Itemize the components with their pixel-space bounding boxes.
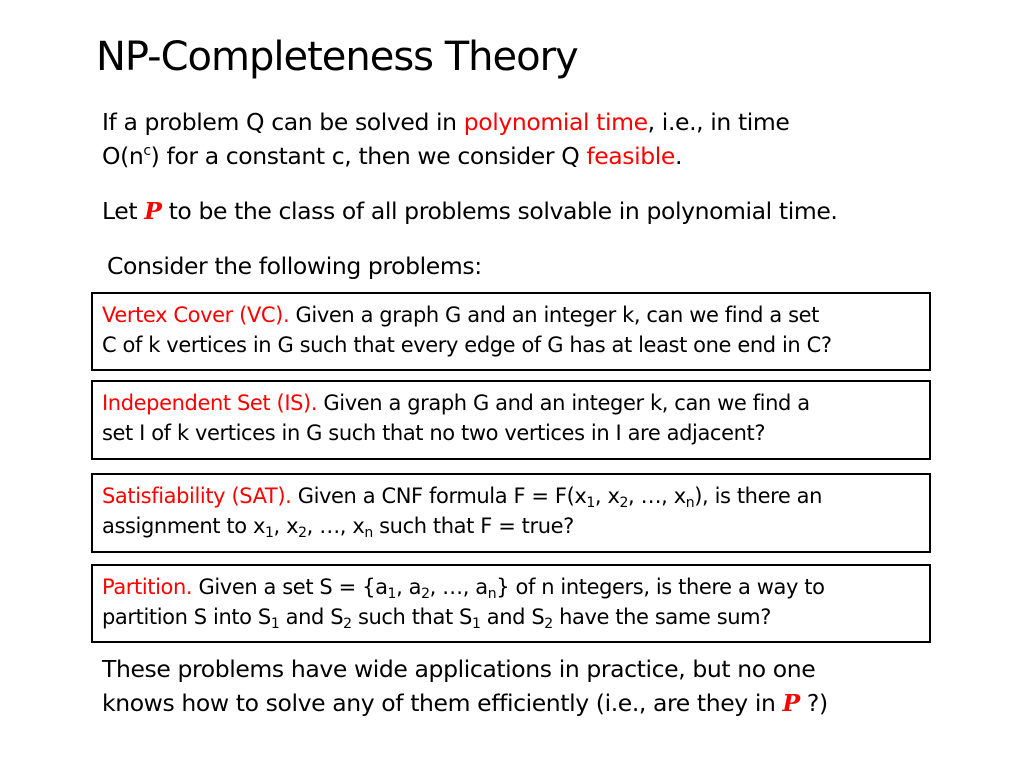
subscript: 2: [298, 525, 307, 541]
subscript: 2: [619, 495, 629, 511]
polynomial-time-highlight: polynomial time: [463, 108, 648, 136]
subscript: 1: [586, 495, 595, 511]
subscript: 1: [270, 616, 280, 632]
part-text: and S: [279, 605, 344, 629]
intro-paragraph: [102, 105, 789, 173]
intro-text: O(n: [102, 142, 144, 170]
subscript: n: [487, 586, 497, 602]
is-name: Independent Set (IS).: [102, 391, 318, 415]
definition-text: to be the class of all problems solvable in polynomial time.: [161, 197, 838, 225]
vc-line-1: [102, 300, 920, 330]
footer-paragraph: [102, 652, 828, 720]
sat-text: , x: [273, 514, 299, 538]
part-text: partition S into S: [102, 605, 271, 629]
definition-text: Let: [102, 197, 145, 225]
sat-text: , x: [594, 484, 620, 508]
intro-text: .: [674, 142, 683, 170]
subscript: 1: [265, 525, 274, 541]
is-text: Given a graph G and an integer k, can we find a: [317, 391, 810, 415]
footer-line-1: These problems have wide applications in practice, but no one: [102, 655, 816, 683]
part-text: and S: [480, 605, 545, 629]
is-line-1: [102, 388, 920, 418]
vc-line-2: C of k vertices in G such that every edge of G has at least one end in C?: [102, 333, 832, 357]
subscript: 2: [421, 586, 430, 602]
consider-heading: Consider the following problems:: [107, 252, 482, 280]
sat-text: , …, x: [628, 484, 686, 508]
class-p-definition: [102, 194, 837, 228]
part-line-2: [102, 602, 920, 632]
sat-line-2: [102, 511, 920, 541]
subscript: 2: [544, 616, 553, 632]
sat-text: ), is there an: [694, 484, 823, 508]
class-p-symbol: P: [782, 689, 800, 717]
sat-text: , …, x: [306, 514, 365, 538]
subscript: n: [685, 495, 695, 511]
intro-line-2: [102, 139, 789, 173]
subscript: 2: [343, 616, 352, 632]
part-name: Partition.: [102, 575, 193, 599]
part-text: Given a set S = {a: [192, 575, 388, 599]
sat-name: Satisfiability (SAT).: [102, 484, 292, 508]
footer-text: knows how to solve any of them efficiently (i.e., are they in: [102, 689, 783, 717]
intro-text: ) for a constant c, then we consider Q: [150, 142, 587, 170]
sat-text: Given a CNF formula F = F(x: [291, 484, 587, 508]
exponent: c: [143, 143, 151, 159]
vertex-cover-box: [91, 292, 931, 371]
part-text: } of n integers, is there a way to: [496, 575, 825, 599]
intro-text: , i.e., in time: [647, 108, 790, 136]
intro-line-1: [102, 105, 789, 139]
satisfiability-box: [91, 473, 931, 553]
independent-set-box: [91, 380, 931, 460]
partition-box: [91, 564, 931, 643]
vc-text: Given a graph G and an integer k, can we find a set: [289, 303, 819, 327]
subscript: 1: [387, 586, 397, 602]
intro-text: If a problem Q can be solved in: [102, 108, 464, 136]
part-text: such that S: [351, 605, 472, 629]
sat-text: such that F = true?: [372, 514, 574, 538]
subscript: n: [364, 525, 373, 541]
vc-name: Vertex Cover (VC).: [102, 303, 290, 327]
sat-line-1: [102, 481, 920, 511]
class-p-symbol: P: [144, 197, 162, 225]
part-text: , …, a: [429, 575, 488, 599]
footer-text: ?): [799, 689, 828, 717]
subscript: 1: [471, 616, 481, 632]
sat-text: assignment to x: [102, 514, 266, 538]
slide-title: NP-Completeness Theory: [96, 34, 578, 80]
footer-line-2: [102, 686, 828, 720]
part-text: have the same sum?: [552, 605, 771, 629]
part-text: , a: [396, 575, 422, 599]
feasible-highlight: feasible: [586, 142, 675, 170]
is-line-2: set I of k vertices in G such that no two vertices in I are adjacent?: [102, 421, 766, 445]
part-line-1: [102, 572, 920, 602]
